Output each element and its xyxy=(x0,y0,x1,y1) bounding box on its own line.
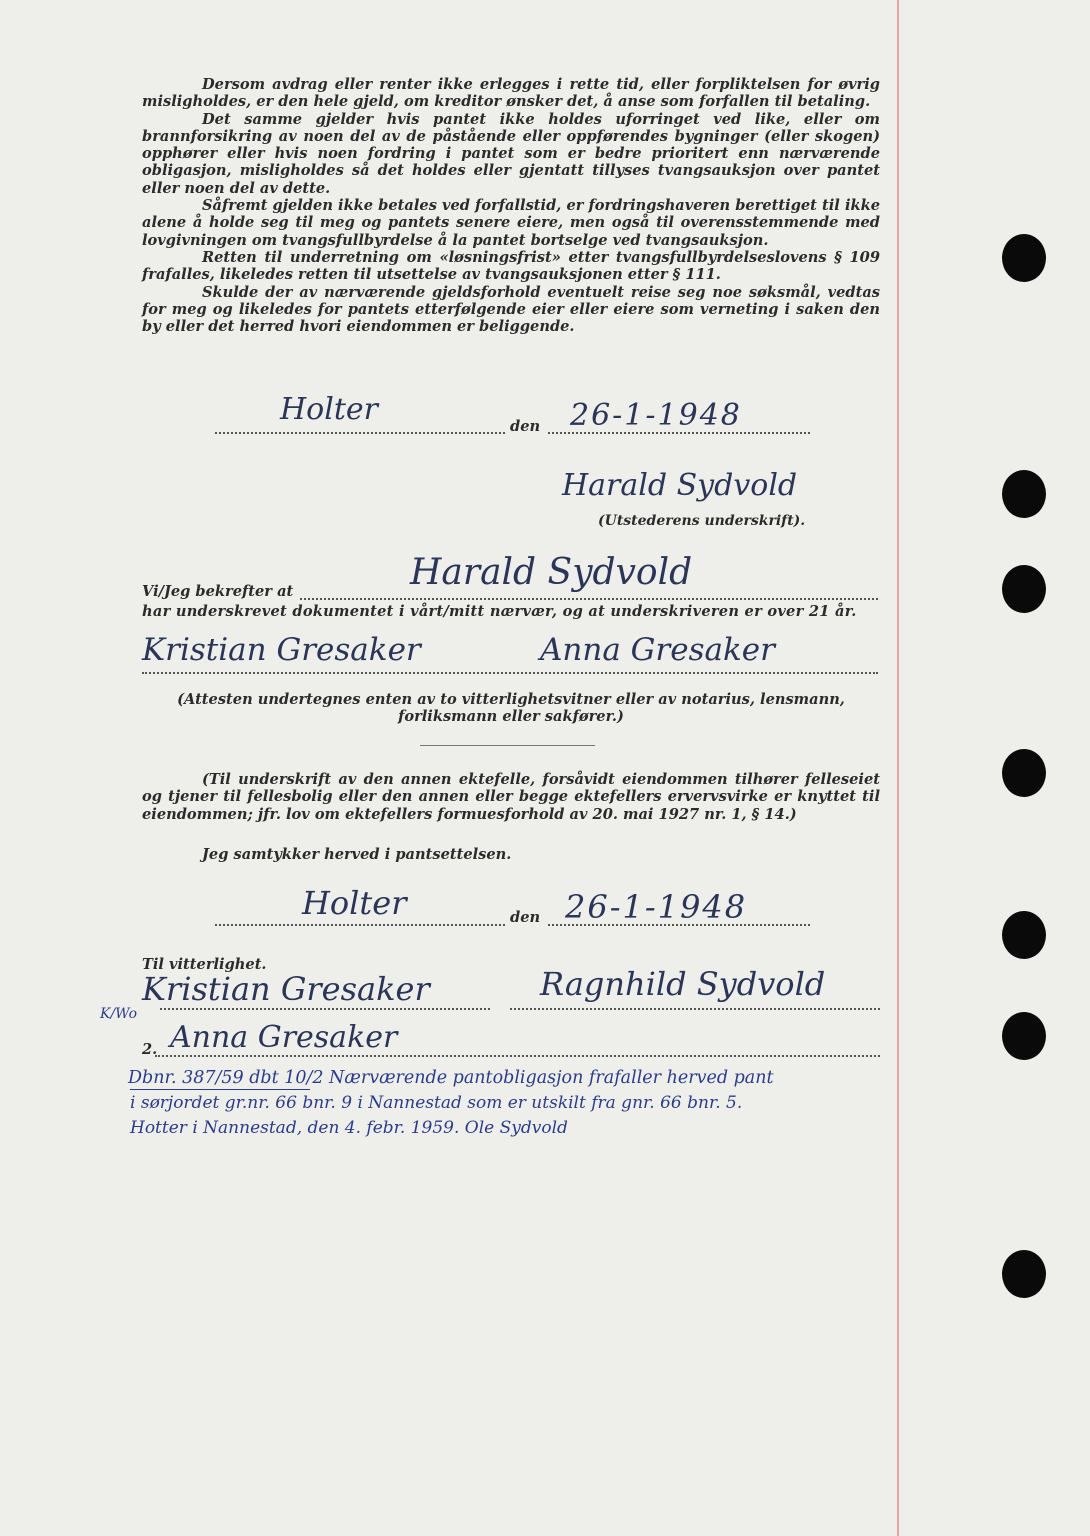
date-2-line xyxy=(548,924,810,926)
witness-1-signature: Kristian Gresaker xyxy=(142,632,421,668)
punch-hole-2 xyxy=(1002,470,1046,518)
confirmed-name: Harald Sydvold xyxy=(410,552,693,593)
date-1: 26-1-1948 xyxy=(570,398,742,433)
annotation-line-3: Hotter i Nannestad, den 4. febr. 1959. Ole Sydvold xyxy=(130,1118,568,1138)
punch-hole-3 xyxy=(1002,565,1046,613)
witness-line xyxy=(142,672,878,674)
terms-paragraph-2: Det samme gjelder hvis pantet ikke holdes uforringet ved like, eller om brannforsikring av noen del av de påstående eller oppførendes bygninger (eller skogen) opphører eller hvis noen fordring i pantet som er bedre prioritert enn nærværende obligasjon, misligholdes så det holdes eller gjentatt tillyses tvangsauksjon over pantet eller noen del av dette. xyxy=(142,110,880,197)
separator-line xyxy=(420,745,595,746)
witness-label: Til vitterlighet. xyxy=(142,956,267,973)
terms-paragraph-4: Retten til underretning om «løsningsfrist» etter tvangsfullbyrdelseslovens § 109 frafalles, likeledes retten til utsettelse av tvangsauksjonen etter § 111. xyxy=(142,248,880,284)
den-label-1: den xyxy=(510,418,541,435)
date-1-line xyxy=(548,432,810,434)
terms-block xyxy=(142,76,880,335)
issuer-signature-caption: (Utstederens underskrift). xyxy=(598,513,806,529)
terms-paragraph-5: Skulde der av nærværende gjeldsforhold eventuelt reise seg noe søksmål, vedtas for meg og likeledes for pantets etterfølgende eier eller eiere som verneting i saken den by eller det herred hvori eiendommen er beliggende. xyxy=(142,283,880,336)
punch-hole-4 xyxy=(1002,749,1046,797)
annotation-line-2: i sørjordet gr.nr. 66 bnr. 9 i Nannestad som er utskilt fra gnr. 66 bnr. 5. xyxy=(130,1093,743,1113)
place-2-line xyxy=(215,924,505,926)
place-1: Holter xyxy=(280,392,378,427)
place-2: Holter xyxy=(302,884,407,922)
place-1-line xyxy=(215,432,505,434)
confirmation-prefix: Vi/Jeg bekrefter at xyxy=(142,583,294,600)
witness-number-2: 2. xyxy=(142,1041,158,1058)
punch-hole-7 xyxy=(1002,1250,1046,1298)
date-2: 26-1-1948 xyxy=(565,888,748,926)
consent-text: Jeg samtykker herved i pantsettelsen. xyxy=(202,846,512,863)
witness-block-2-signature: Anna Gresaker xyxy=(170,1020,398,1055)
punch-hole-5 xyxy=(1002,911,1046,959)
issuer-signature: Harald Sydvold xyxy=(562,468,798,503)
spouse-signature-line xyxy=(510,1008,880,1010)
spouse-signature: Ragnhild Sydvold xyxy=(540,965,826,1003)
witness-block-line-2 xyxy=(155,1055,880,1057)
annotation-underline xyxy=(130,1089,310,1090)
witness-2-signature: Anna Gresaker xyxy=(540,632,775,668)
attest-note: (Attesten undertegnes enten av to vitterlighetsvitner eller av notarius, lensmann, forliksmann eller sakfører.) xyxy=(177,691,845,726)
confirmed-name-line xyxy=(300,598,878,600)
witness-block-1-signature: Kristian Gresaker xyxy=(142,970,430,1008)
terms-paragraph-3: Såfremt gjelden ikke betales ved forfallstid, er fordringshaveren berettiget til ikke alene å holde seg til meg og pantets senere eiere, men også til overensstemmende med lovgivningen om tvangsfullbyrdelse å la pantet bortselge ved tvangsauksjon. xyxy=(142,197,880,249)
annotation-line-1: Dbnr. 387/59 dbt 10/2 Nærværende pantobligasjon frafaller herved pant xyxy=(128,1068,774,1088)
punch-hole-1 xyxy=(1002,234,1046,282)
punch-hole-6 xyxy=(1002,1012,1046,1060)
red-margin-line xyxy=(897,0,899,1536)
den-label-2: den xyxy=(510,909,541,926)
confirmation-text: har underskrevet dokumentet i vårt/mitt nærvær, og at underskriveren er over 21 år. xyxy=(142,603,857,620)
margin-mark: K/Wo xyxy=(100,1006,138,1022)
witness-block-line-1 xyxy=(160,1008,490,1010)
spouse-note: (Til underskrift av den annen ektefelle, forsåvidt eiendommen tilhører felleseiet og tjener til fellesbolig eller den annen eller begge ektefellers ervervsvirke er knyttet til eiendommen; jfr. lov om ektefellers formuesforhold av 20. mai 1927 nr. 1, § 14.) xyxy=(142,771,880,823)
terms-paragraph-1: Dersom avdrag eller renter ikke erlegges i rette tid, eller forpliktelsen for øvrig misligholdes, er den hele gjeld, om kreditor ønsker det, å anse som forfallen til betaling. xyxy=(142,76,880,111)
